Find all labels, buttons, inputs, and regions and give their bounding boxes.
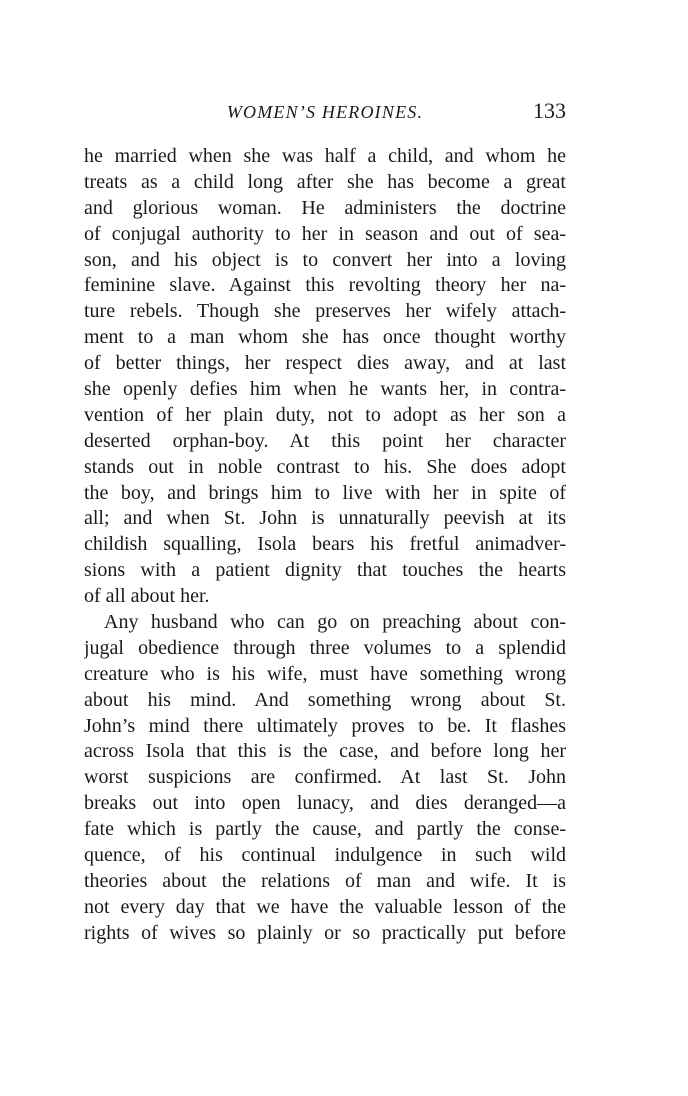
text-line: she openly defies him when he wants her, in contra-	[84, 378, 566, 401]
text-line: ture rebels. Though she preserves her wifely attach-	[84, 300, 566, 323]
text-line: breaks out into open lunacy, and dies deranged—a	[84, 792, 566, 815]
text-line: about his mind. And something wrong about St.	[84, 688, 566, 711]
text-line: creature who is his wife, must have something wrong	[84, 662, 566, 685]
text-line: vention of her plain duty, not to adopt as her son a	[84, 403, 566, 426]
text-line: and glorious woman. He administers the doctrine	[84, 196, 566, 219]
text-line: fate which is partly the cause, and partly the conse-	[84, 818, 566, 841]
text-line: the boy, and brings him to live with her in spite of	[84, 481, 566, 504]
text-line: across Isola that this is the case, and before long her	[84, 740, 566, 763]
text-line: he married when she was half a child, and whom he	[84, 145, 566, 167]
text-line: treats as a child long after she has become a great	[84, 170, 566, 193]
text-line: sions with a patient dignity that touches the hearts	[84, 559, 566, 582]
text-line: John’s mind there ultimately proves to be. It flashes	[84, 714, 566, 737]
text-line: deserted orphan-boy. At this point her character	[84, 429, 566, 452]
text-line: childish squalling, Isola bears his fretful animadver-	[84, 533, 566, 556]
text-line: ment to a man whom she has once thought worthy	[84, 326, 566, 349]
paragraph-2	[84, 610, 566, 947]
text-line: son, and his object is to convert her into a loving	[84, 248, 566, 271]
text-line: stands out in noble contrast to his. She does adopt	[84, 455, 566, 478]
text-line: worst suspicions are confirmed. At last St. John	[84, 766, 566, 789]
paragraph-1	[84, 144, 566, 610]
text-line: of better things, her respect dies away, and at last	[84, 352, 566, 375]
text-line: of all about her.	[84, 585, 210, 608]
page-number: 133	[533, 98, 566, 123]
text-line: jugal obedience through three volumes to a splendid	[84, 636, 566, 659]
running-title: WOMEN’S HEROINES.	[226, 102, 424, 122]
text-line: feminine slave. Against this revolting theory her na-	[84, 274, 566, 297]
text-line: not every day that we have the valuable lesson of the	[84, 895, 566, 918]
running-head	[84, 96, 566, 126]
text-line: of conjugal authority to her in season and out of sea-	[84, 222, 566, 245]
text-line: theories about the relations of man and wife. It is	[84, 869, 566, 892]
text-line: quence, of his continual indulgence in such wild	[84, 844, 566, 867]
text-line: all; and when St. John is unnaturally peevish at its	[84, 507, 566, 530]
text-line: rights of wives so plainly or so practically put before	[84, 921, 566, 944]
text-line: Any husband who can go on preaching about con-	[104, 611, 566, 634]
body-text	[84, 144, 566, 947]
